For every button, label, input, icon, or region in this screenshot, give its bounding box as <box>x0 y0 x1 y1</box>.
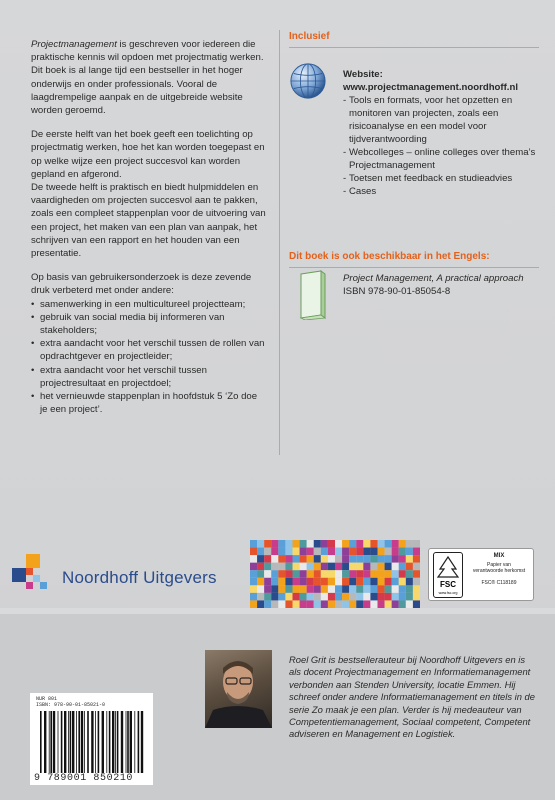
list-item: - Cases <box>343 185 543 198</box>
mosaic-cell <box>257 593 264 601</box>
mosaic-cell <box>335 593 342 601</box>
barcode-bar <box>134 711 135 773</box>
fsc-text <box>467 553 531 586</box>
mosaic-cell <box>328 563 335 571</box>
english-book-info <box>343 272 533 298</box>
description-column <box>31 38 267 416</box>
fsc-code: FSC® C118189 <box>481 580 517 586</box>
mosaic-cell <box>349 563 356 571</box>
mosaic-cell <box>378 593 385 601</box>
barcode-bar <box>112 711 114 773</box>
mosaic-cell <box>392 593 399 601</box>
extras-column <box>289 30 539 297</box>
barcode-bar <box>117 711 119 773</box>
mosaic-cell <box>257 555 264 563</box>
mosaic-cell <box>257 570 264 578</box>
barcode-digits: 9 789001 850210 <box>34 773 134 784</box>
barcode-bar <box>126 711 127 773</box>
barcode-bar <box>44 711 46 773</box>
mosaic-cell <box>349 540 356 548</box>
mosaic-cell <box>406 593 413 601</box>
mosaic-cell <box>264 570 271 578</box>
mosaic-cell <box>399 540 406 548</box>
mosaic-cell <box>321 563 328 571</box>
mosaic-cell <box>413 585 420 593</box>
mosaic-cell <box>250 555 257 563</box>
mosaic-cell <box>314 593 321 601</box>
fsc-label <box>428 548 534 601</box>
barcode-bar <box>70 711 72 773</box>
mosaic-cell <box>328 578 335 586</box>
mosaic-cell <box>349 600 356 608</box>
mosaic-cell <box>271 600 278 608</box>
mosaic-cell <box>264 585 271 593</box>
mosaic-cell <box>307 555 314 563</box>
mosaic-cell <box>356 563 363 571</box>
inclusief-heading: Inclusief <box>289 31 330 42</box>
mosaic-cell <box>392 563 399 571</box>
mosaic-cell <box>250 600 257 608</box>
barcode-bar <box>49 711 50 773</box>
color-mosaic <box>250 540 420 608</box>
mosaic-cell <box>363 600 370 608</box>
mosaic-cell <box>356 548 363 556</box>
mosaic-cell <box>250 585 257 593</box>
mosaic-cell <box>293 563 300 571</box>
mosaic-cell <box>413 563 420 571</box>
mosaic-cell <box>406 600 413 608</box>
mosaic-cell <box>413 540 420 548</box>
mosaic-cell <box>406 540 413 548</box>
mosaic-cell <box>370 578 377 586</box>
author-photo <box>205 650 272 728</box>
mosaic-cell <box>399 563 406 571</box>
mosaic-cell <box>378 540 385 548</box>
mosaic-cell <box>363 570 370 578</box>
mosaic-cell <box>307 563 314 571</box>
barcode-bar <box>40 711 42 773</box>
mosaic-cell <box>342 600 349 608</box>
mosaic-cell <box>342 548 349 556</box>
mosaic-cell <box>264 540 271 548</box>
mosaic-cell <box>250 578 257 586</box>
mosaic-cell <box>363 593 370 601</box>
mosaic-cell <box>278 570 285 578</box>
mosaic-cell <box>378 563 385 571</box>
mosaic-cell <box>385 593 392 601</box>
barcode-bar <box>106 711 107 773</box>
intro-paragraph: Projectmanagement is geschreven voor iedereen die praktische kennis wil opdoen met projectmatig werken. Dit boek is al lange tijd een bestseller in het hoger onderwijs en onder professionals. Vooral de laagdrempelige aanpak en de uitgebreide website worden geroemd. <box>31 39 264 117</box>
mosaic-cell <box>278 585 285 593</box>
barcode-bar <box>130 711 132 773</box>
mosaic-cell <box>370 555 377 563</box>
mosaic-cell <box>392 555 399 563</box>
mosaic-cell <box>264 600 271 608</box>
mosaic-cell <box>342 570 349 578</box>
mosaic-cell <box>342 593 349 601</box>
list-item: - Toetsen met feedback en studieadvies <box>343 172 543 185</box>
barcode-bar <box>84 711 85 773</box>
list-item: - Tools en formats, voor het opzetten en monitoren van projecten, zoals een risicoanalyse en een model voor tijdverantwoording <box>343 94 543 146</box>
mosaic-cell <box>392 585 399 593</box>
mosaic-cell <box>370 540 377 548</box>
mosaic-cell <box>321 540 328 548</box>
mosaic-cell <box>335 585 342 593</box>
mosaic-cell <box>307 593 314 601</box>
mosaic-cell <box>349 548 356 556</box>
mosaic-cell <box>363 585 370 593</box>
mosaic-cell <box>285 585 292 593</box>
mosaic-cell <box>328 600 335 608</box>
english-book-isbn: ISBN 978-90-01-85054-8 <box>343 286 451 297</box>
mosaic-cell <box>363 555 370 563</box>
mosaic-cell <box>392 570 399 578</box>
mosaic-cell <box>285 593 292 601</box>
mosaic-cell <box>257 585 264 593</box>
mosaic-cell <box>356 593 363 601</box>
mosaic-cell <box>385 578 392 586</box>
mosaic-cell <box>328 570 335 578</box>
mosaic-cell <box>314 540 321 548</box>
mosaic-cell <box>271 585 278 593</box>
mosaic-cell <box>399 600 406 608</box>
mosaic-cell <box>300 570 307 578</box>
mosaic-cell <box>370 593 377 601</box>
svg-text:FSC: FSC <box>440 580 456 589</box>
mosaic-cell <box>278 555 285 563</box>
mosaic-cell <box>257 578 264 586</box>
mosaic-cell <box>321 593 328 601</box>
mosaic-cell <box>314 600 321 608</box>
mosaic-cell <box>300 540 307 548</box>
mosaic-cell <box>250 570 257 578</box>
fsc-logo-icon <box>433 552 463 598</box>
mosaic-cell <box>356 578 363 586</box>
mosaic-cell <box>406 548 413 556</box>
mosaic-cell <box>392 578 399 586</box>
mosaic-cell <box>356 555 363 563</box>
mosaic-cell <box>271 540 278 548</box>
mosaic-cell <box>300 585 307 593</box>
mosaic-cell <box>293 548 300 556</box>
list-item: • extra aandacht voor het verschil tussen projectresultaat en projectdoel; <box>31 364 267 390</box>
mosaic-cell <box>293 600 300 608</box>
mosaic-cell <box>385 570 392 578</box>
second-half-paragraph: De tweede helft is praktisch en biedt hulpmiddelen en vaardigheden om projecten succesvol aan te pakken, zoals een compleet stappenplan voor de uitvoering van een project, het maken van een plan van aanpak, het schrijven van een rapport en het houden van een presentatie. <box>31 182 266 260</box>
mosaic-cell <box>392 548 399 556</box>
mosaic-cell <box>328 548 335 556</box>
mosaic-cell <box>385 563 392 571</box>
book-icon <box>297 270 327 320</box>
improvements-list <box>31 298 267 417</box>
mosaic-cell <box>250 540 257 548</box>
mosaic-cell <box>293 540 300 548</box>
barcode-bar <box>76 711 77 773</box>
list-item: - Webcolleges – online colleges over thema’s Projectmanagement <box>343 146 543 172</box>
mosaic-cell <box>307 540 314 548</box>
mosaic-cell <box>271 555 278 563</box>
english-heading: Dit boek is ook beschikbaar in het Engels: <box>289 251 490 262</box>
website-features-list <box>343 94 543 198</box>
mosaic-cell <box>370 563 377 571</box>
mosaic-cell <box>349 593 356 601</box>
mosaic-cell <box>271 548 278 556</box>
mosaic-cell <box>314 585 321 593</box>
mosaic-cell <box>342 578 349 586</box>
mosaic-cell <box>307 570 314 578</box>
mosaic-cell <box>385 585 392 593</box>
barcode-bar <box>64 711 66 773</box>
list-item: • gebruik van social media bij informeren van stakeholders; <box>31 311 267 337</box>
fsc-line1: Papier van <box>487 562 511 568</box>
mosaic-cell <box>307 578 314 586</box>
mosaic-cell <box>335 548 342 556</box>
barcode-bar <box>72 711 74 773</box>
barcode-bar <box>102 711 104 773</box>
mosaic-cell <box>370 548 377 556</box>
mosaic-cell <box>378 578 385 586</box>
mosaic-cell <box>293 585 300 593</box>
website-url[interactable]: www.projectmanagement.noordhoff.nl <box>343 82 519 93</box>
edition-paragraph: Op basis van gebruikersonderzoek is deze zevende druk verbeterd met onder andere: <box>31 272 252 297</box>
mosaic-cell <box>335 540 342 548</box>
mosaic-cell <box>293 570 300 578</box>
mosaic-cell <box>278 593 285 601</box>
mosaic-cell <box>278 548 285 556</box>
mosaic-cell <box>385 555 392 563</box>
mosaic-cell <box>335 563 342 571</box>
mosaic-cell <box>257 548 264 556</box>
mosaic-cell <box>300 593 307 601</box>
mosaic-cell <box>321 600 328 608</box>
mosaic-cell <box>293 555 300 563</box>
mosaic-cell <box>328 540 335 548</box>
mosaic-cell <box>314 548 321 556</box>
mosaic-cell <box>413 570 420 578</box>
barcode-bar <box>91 711 93 773</box>
barcode-bar <box>53 711 55 773</box>
mosaic-cell <box>363 578 370 586</box>
mosaic-cell <box>349 585 356 593</box>
mosaic-cell <box>399 570 406 578</box>
mosaic-cell <box>271 570 278 578</box>
barcode-bar <box>121 711 123 773</box>
barcode-bar <box>61 711 63 773</box>
list-item: • extra aandacht voor het verschil tussen de rollen van opdrachtgever en projectleider; <box>31 337 267 363</box>
barcode-nur: NUR 801 ISBN: 978-90-01-85021-0 <box>36 696 106 708</box>
mosaic-cell <box>356 540 363 548</box>
mosaic-cell <box>250 593 257 601</box>
mosaic-cell <box>406 570 413 578</box>
barcode-bar <box>81 711 83 773</box>
mosaic-cell <box>399 555 406 563</box>
publisher-name: Noordhoff Uitgevers <box>62 568 217 587</box>
mosaic-cell <box>250 548 257 556</box>
mosaic-cell <box>300 600 307 608</box>
mosaic-cell <box>335 578 342 586</box>
mosaic-cell <box>392 600 399 608</box>
mosaic-cell <box>413 593 420 601</box>
barcode-bar <box>141 711 143 773</box>
website-block <box>343 68 543 198</box>
mosaic-cell <box>335 555 342 563</box>
mosaic-cell <box>399 548 406 556</box>
mosaic-cell <box>321 555 328 563</box>
mosaic-cell <box>271 578 278 586</box>
mosaic-cell <box>264 578 271 586</box>
barcode <box>30 693 153 785</box>
mosaic-cell <box>399 593 406 601</box>
mosaic-cell <box>285 600 292 608</box>
barcode-bar <box>115 711 116 773</box>
mosaic-cell <box>314 563 321 571</box>
mosaic-cell <box>349 570 356 578</box>
column-divider <box>279 30 280 455</box>
mosaic-cell <box>321 548 328 556</box>
mosaic-cell <box>307 585 314 593</box>
globe-icon <box>289 62 327 100</box>
mosaic-cell <box>399 578 406 586</box>
mosaic-cell <box>378 585 385 593</box>
barcode-bar <box>78 711 80 773</box>
mosaic-cell <box>300 555 307 563</box>
mosaic-cell <box>264 593 271 601</box>
mosaic-cell <box>285 570 292 578</box>
list-item: • het vernieuwde stappenplan in hoofdstuk 5 ‘Zo doe je een project’. <box>31 390 267 416</box>
mosaic-cell <box>356 600 363 608</box>
mosaic-cell <box>250 563 257 571</box>
mosaic-cell <box>328 585 335 593</box>
mosaic-cell <box>335 570 342 578</box>
mosaic-cell <box>363 563 370 571</box>
mosaic-cell <box>406 555 413 563</box>
mosaic-cell <box>392 540 399 548</box>
mosaic-cell <box>264 563 271 571</box>
mosaic-cell <box>300 578 307 586</box>
mosaic-cell <box>349 578 356 586</box>
mosaic-cell <box>300 548 307 556</box>
mosaic-cell <box>328 555 335 563</box>
mosaic-cell <box>349 555 356 563</box>
svg-text:www.fsc.org: www.fsc.org <box>438 591 458 595</box>
mosaic-cell <box>413 578 420 586</box>
mosaic-cell <box>285 555 292 563</box>
mosaic-cell <box>278 600 285 608</box>
barcode-bar <box>127 711 129 773</box>
mosaic-cell <box>378 548 385 556</box>
mosaic-cell <box>257 600 264 608</box>
mosaic-cell <box>307 548 314 556</box>
barcode-bars <box>38 711 148 773</box>
mosaic-cell <box>342 555 349 563</box>
book-title-inline: Projectmanagement <box>31 39 117 50</box>
author-bio: Roel Grit is bestsellerauteur bij Noordhoff Uitgevers en is als docent Projectmanagement en Informatiemanagement verbonden aan Stenden University, locatie Emmen. Hij schreef onder andere Informatiemanagement en titels in de serie Zo maak je een plan. Verder is hij medeauteur van Competentiemanagement, Sociaal competent, Competent adviseren en Management en Logistiek. <box>289 654 535 740</box>
mosaic-cell <box>321 578 328 586</box>
noordhoff-logo-icon <box>12 554 56 598</box>
mosaic-cell <box>378 570 385 578</box>
mosaic-cell <box>385 600 392 608</box>
mosaic-cell <box>413 548 420 556</box>
mosaic-cell <box>385 548 392 556</box>
mosaic-cell <box>271 563 278 571</box>
mosaic-cell <box>278 578 285 586</box>
mosaic-cell <box>278 540 285 548</box>
mosaic-cell <box>363 540 370 548</box>
barcode-bar <box>87 711 89 773</box>
mosaic-cell <box>271 593 278 601</box>
mosaic-cell <box>356 570 363 578</box>
list-item: • samenwerking in een multicultureel projectteam; <box>31 298 267 311</box>
english-book-title: Project Management, A practical approach <box>343 273 524 284</box>
barcode-bar <box>68 711 69 773</box>
mosaic-cell <box>278 563 285 571</box>
mosaic-cell <box>363 548 370 556</box>
mosaic-cell <box>257 563 264 571</box>
mosaic-cell <box>293 578 300 586</box>
mosaic-cell <box>370 600 377 608</box>
mosaic-cell <box>342 563 349 571</box>
mosaic-cell <box>264 548 271 556</box>
heading-rule <box>289 47 539 48</box>
mosaic-cell <box>264 555 271 563</box>
mosaic-cell <box>406 578 413 586</box>
mosaic-cell <box>285 548 292 556</box>
barcode-bar <box>50 711 52 773</box>
mosaic-cell <box>335 600 342 608</box>
mosaic-cell <box>385 540 392 548</box>
mosaic-cell <box>342 540 349 548</box>
mosaic-cell <box>321 570 328 578</box>
mosaic-cell <box>314 555 321 563</box>
barcode-bar <box>109 711 111 773</box>
mosaic-cell <box>378 555 385 563</box>
fsc-mix: MIX <box>493 553 505 559</box>
mosaic-cell <box>314 570 321 578</box>
mosaic-cell <box>406 563 413 571</box>
barcode-bar <box>138 711 140 773</box>
mosaic-cell <box>378 600 385 608</box>
fsc-line2: verantwoorde herkomst <box>472 568 526 574</box>
mosaic-cell <box>356 585 363 593</box>
website-label: Website: <box>343 69 383 80</box>
mosaic-cell <box>321 585 328 593</box>
barcode-bar <box>98 711 100 773</box>
mosaic-cell <box>342 585 349 593</box>
mosaic-cell <box>413 555 420 563</box>
first-half-paragraph: De eerste helft van het boek geeft een toelichting op projectmatig werken, hoe het kan worden toegepast en op welke wijze een project succesvol kan worden gepland en afgerond. <box>31 129 265 180</box>
heading-rule <box>289 267 539 268</box>
mosaic-cell <box>257 540 264 548</box>
mosaic-cell <box>300 563 307 571</box>
mosaic-cell <box>293 593 300 601</box>
mosaic-cell <box>370 585 377 593</box>
barcode-bar <box>58 711 59 773</box>
mosaic-cell <box>285 578 292 586</box>
mosaic-cell <box>399 585 406 593</box>
mosaic-cell <box>285 563 292 571</box>
mosaic-cell <box>307 600 314 608</box>
mosaic-cell <box>406 585 413 593</box>
mosaic-cell <box>314 578 321 586</box>
mosaic-cell <box>413 600 420 608</box>
mosaic-cell <box>328 593 335 601</box>
mosaic-cell <box>285 540 292 548</box>
barcode-bar <box>95 711 96 773</box>
mosaic-cell <box>370 570 377 578</box>
